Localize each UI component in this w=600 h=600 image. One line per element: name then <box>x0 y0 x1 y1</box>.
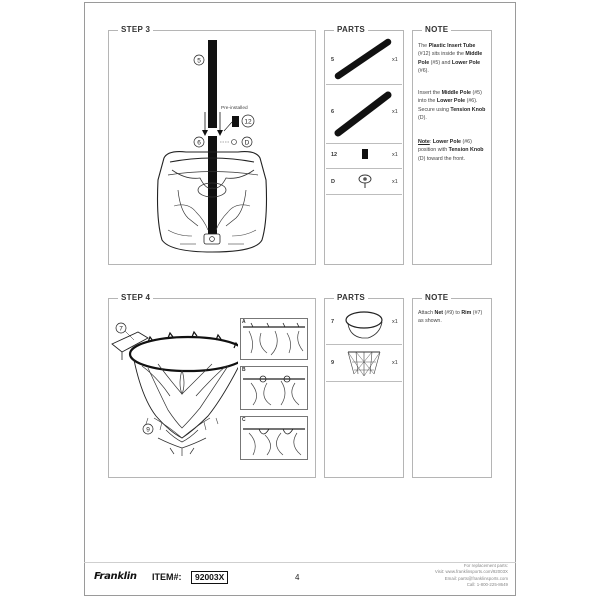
callout-5-label: 5 <box>197 57 201 65</box>
step3-title: STEP 3 <box>118 25 153 34</box>
page-number: 4 <box>295 573 300 582</box>
franklin-logo: Franklin <box>94 571 137 582</box>
item-number: 92003X <box>191 571 228 584</box>
insert-tube-illustration <box>232 116 239 127</box>
detail-B-hook-drawing <box>241 367 307 409</box>
step3-note-title: NOTE <box>422 25 451 34</box>
middle-pole-illustration <box>208 40 217 128</box>
step3-part-num: 6 <box>331 109 335 115</box>
middle-pole-part-icon <box>332 36 394 82</box>
detail-label-A: A <box>242 319 246 325</box>
step3-parts-title: PARTS <box>334 25 368 34</box>
callout-6-label: 6 <box>197 139 201 147</box>
preinstalled-label: Pre-installed <box>221 106 248 111</box>
callout-12-label: 12 <box>244 118 252 126</box>
tension-knob-part-icon <box>356 172 376 190</box>
detail-label-C: C <box>242 417 246 423</box>
callout-7-label: 7 <box>119 325 123 333</box>
rim-part-icon <box>342 304 386 342</box>
step3-part-num: D <box>331 179 335 185</box>
step3-note-paragraph-1: The Plastic Insert Tube (#12) sits inside the Middle Pole (#5) and Lower Pole (#6). <box>418 43 483 75</box>
step4-part-qty: x1 <box>392 360 398 366</box>
step4-part-num: 9 <box>331 360 335 366</box>
step4-part-num: 7 <box>331 319 335 325</box>
item-label: ITEM#: <box>152 572 182 582</box>
step3-part-qty: x1 <box>392 152 398 158</box>
lower-pole-part-icon <box>332 87 394 139</box>
step4-note-title: NOTE <box>422 293 451 302</box>
detail-label-B: B <box>242 367 246 373</box>
detail-A-hook-drawing <box>241 319 307 359</box>
step3-part-num: 5 <box>331 57 335 63</box>
step3-note-paragraph-2: Insert the Middle Pole (#5) into the Lower Pole (#6). Secure using Tension Knob (D). <box>418 90 486 122</box>
step4-note-paragraph: Attach Net (#9) to Rim (#7) as shown. <box>418 310 483 325</box>
step3-part-num: 12 <box>331 152 338 158</box>
step4-parts-title: PARTS <box>334 293 368 302</box>
step4-part-qty: x1 <box>392 319 398 325</box>
rim-illustration <box>130 337 238 371</box>
step4-rim-net-illustration <box>108 298 238 478</box>
step4-title: STEP 4 <box>118 293 153 302</box>
net-part-icon <box>344 348 384 378</box>
insert-tube-part-icon <box>362 149 368 159</box>
detail-C-hook-drawing <box>241 417 307 459</box>
replacement-parts-contact: For replacement parts: Visit: www.franklinsports.com/92003X Email: parts@franklinsports.com Call: 1-800-225-8649 <box>434 563 508 587</box>
step3-pole-assembly-illustration <box>108 30 316 265</box>
callout-9-label: 9 <box>146 426 150 434</box>
step3-part-qty: x1 <box>392 57 398 63</box>
step3-part-qty: x1 <box>392 179 398 185</box>
step3-part-qty: x1 <box>392 109 398 115</box>
step3-note-paragraph-3: Note: Lower Pole (#6) position with Tension Knob (D) toward the front. <box>418 139 484 162</box>
callout-D-label: D <box>244 139 250 147</box>
